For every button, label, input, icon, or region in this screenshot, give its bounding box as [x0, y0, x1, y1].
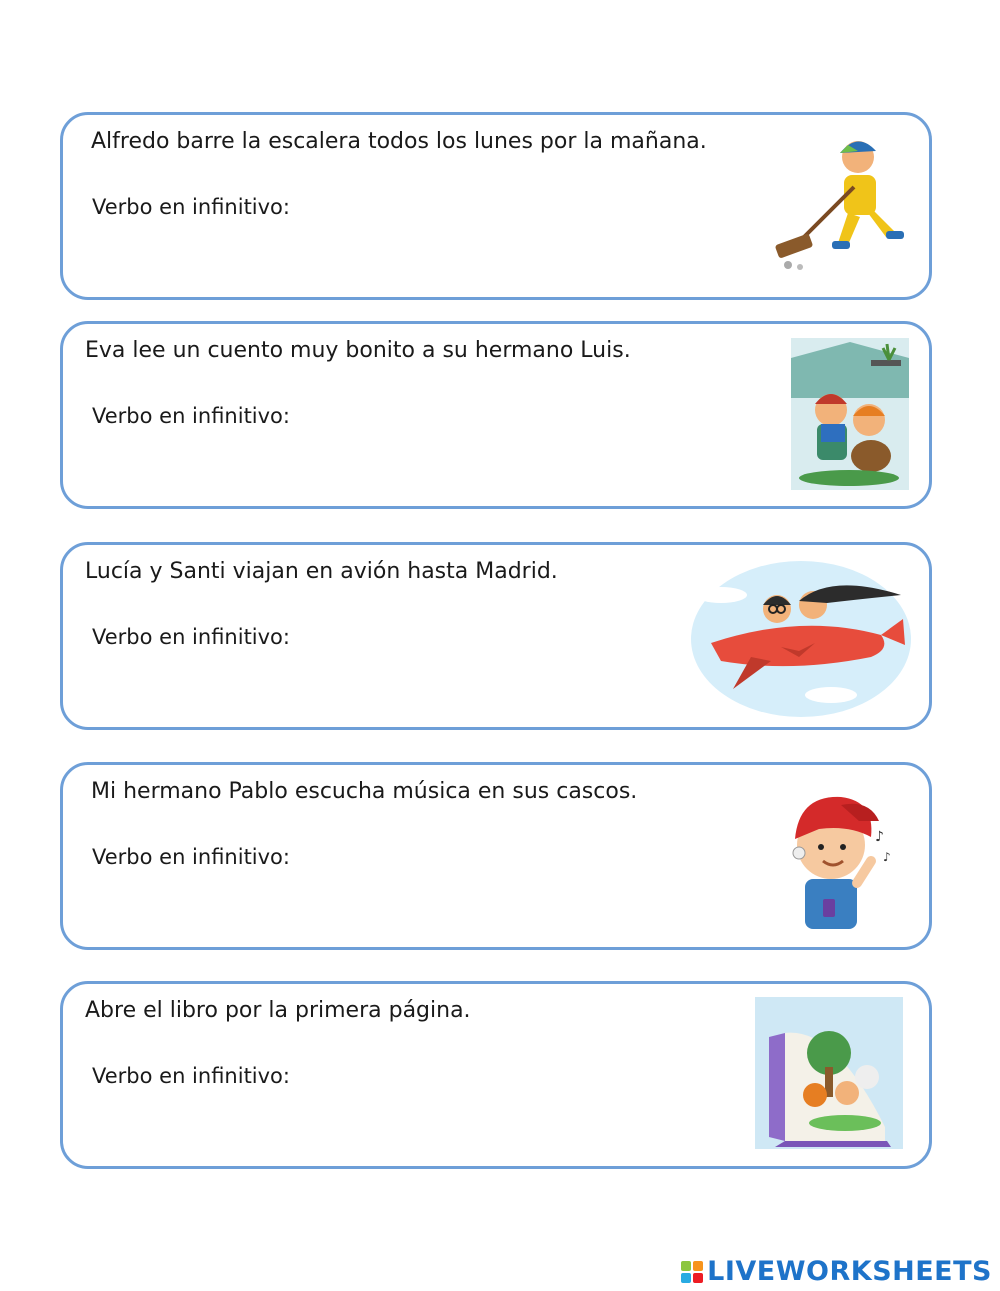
exercise-card-2	[60, 321, 932, 509]
verb-label: Verbo en infinitivo:	[92, 845, 290, 869]
verb-label: Verbo en infinitivo:	[92, 195, 290, 219]
verb-answer-input[interactable]	[315, 621, 599, 655]
exercise-card-4	[60, 762, 932, 950]
sentence-text: Mi hermano Pablo escucha música en sus cascos.	[91, 779, 638, 804]
exercise-card-5	[60, 981, 932, 1169]
exercise-card-1	[60, 112, 932, 300]
sweeping-boy-icon	[768, 125, 918, 275]
verb-label: Verbo en infinitivo:	[92, 404, 290, 428]
brand-name: LIVEWORKSHEETS	[707, 1256, 992, 1287]
reading-kids-icon	[791, 338, 909, 490]
logo-blocks-icon	[681, 1261, 703, 1283]
open-book-icon	[755, 997, 903, 1149]
sentence-text: Abre el libro por la primera página.	[85, 998, 471, 1023]
verb-answer-input[interactable]	[315, 400, 599, 434]
verb-answer-input[interactable]	[315, 191, 599, 225]
sentence-text: Lucía y Santi viajan en avión hasta Madrid.	[85, 559, 558, 584]
svg-text:♪: ♪	[875, 829, 884, 845]
verb-label: Verbo en infinitivo:	[92, 625, 290, 649]
headphones-boy-icon	[779, 781, 899, 941]
svg-text:♪: ♪	[883, 850, 891, 864]
verb-answer-input[interactable]	[315, 841, 599, 875]
airplane-kids-icon	[681, 553, 921, 718]
exercise-card-3	[60, 542, 932, 730]
liveworksheets-logo	[681, 1256, 992, 1287]
verb-answer-input[interactable]	[315, 1060, 599, 1094]
sentence-text: Alfredo barre la escalera todos los lunes por la mañana.	[91, 129, 707, 154]
sentence-text: Eva lee un cuento muy bonito a su hermano Luis.	[85, 338, 631, 363]
verb-label: Verbo en infinitivo:	[92, 1064, 290, 1088]
